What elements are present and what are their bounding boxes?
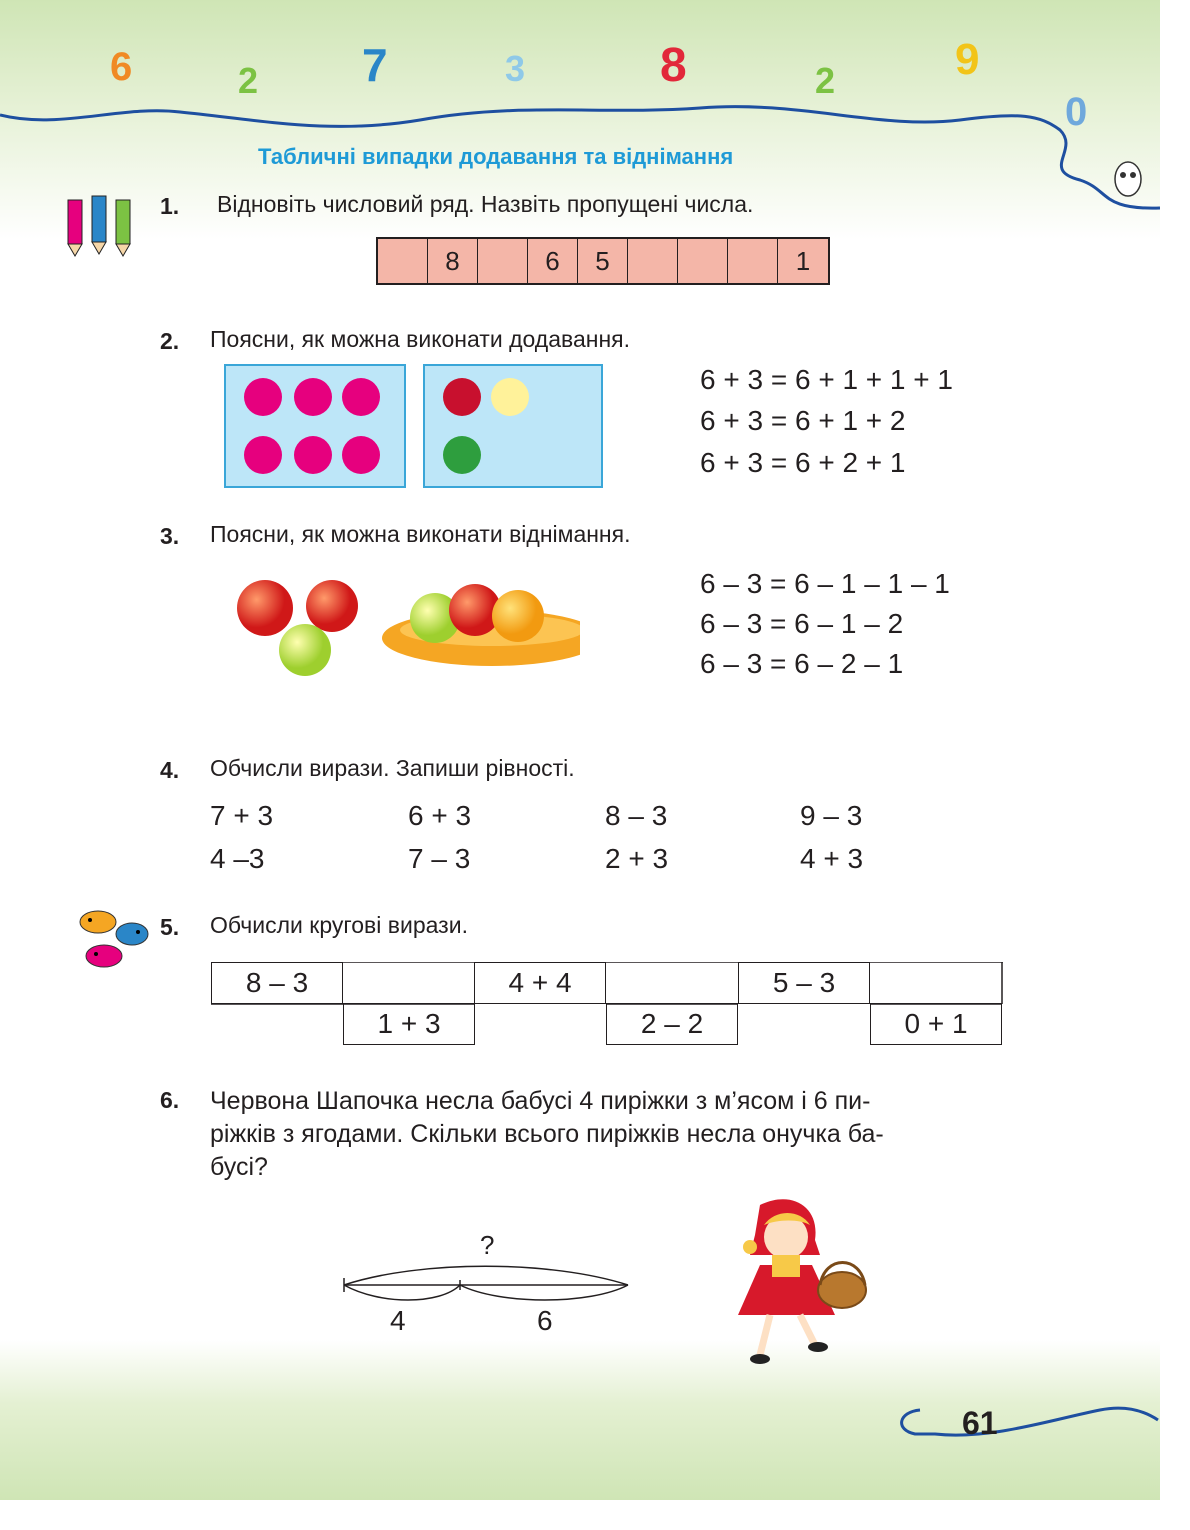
scheme-part-label: 6 [537,1305,553,1336]
task-4-number: 4. [160,757,180,783]
expression: 6 + 3 [408,800,472,831]
circular-expression-box: 0 + 1 [870,1003,1002,1045]
circular-expression-box: 1 + 3 [343,1003,475,1045]
expression: 9 – 3 [800,800,863,831]
task-3-text: Поясни, як можна виконати віднімання. [210,521,631,547]
number-cell[interactable] [628,239,678,283]
scheme-part-label: 4 [390,1305,406,1336]
magenta-dot [244,378,282,416]
expression: 7 + 3 [210,800,274,831]
circular-chain-lines [211,962,1003,1046]
mascot-three-icon: 3 [505,48,526,89]
mascot-two-icon: 2 [238,60,259,101]
number-cell[interactable]: 1 [795,246,811,276]
yellow-dot [491,378,529,416]
expression: 7 – 3 [408,843,471,874]
number-cell[interactable] [728,239,778,283]
number-row [376,237,830,285]
addition-equation: 6 + 3 = 6 + 1 + 2 [700,405,906,436]
mascot-eight-icon: 8 [660,39,687,92]
problem-line: бусі? [210,1153,268,1181]
task-1-text: Відновіть числовий ряд. Назвіть пропущені числа. [217,191,754,217]
pencils-icon [62,190,140,260]
circular-expression-box: 8 – 3 [211,962,343,1004]
task-1-number: 1. [160,193,180,219]
fish-icon [74,904,154,974]
task-5-number: 5. [160,914,180,940]
mascot-two-icon-2: 2 [815,60,836,101]
magenta-dot [294,378,332,416]
subtraction-equation: 6 – 3 = 6 – 1 – 1 – 1 [700,568,950,599]
apples-illustration [230,568,580,683]
task-2-text: Поясни, як можна виконати додавання. [210,326,630,352]
mascot-nine-icon: 9 [955,35,980,84]
mascot-small-icon [1110,155,1146,201]
circular-expression-box: 5 – 3 [738,962,870,1004]
red-dot [443,378,481,416]
mascot-six-icon: 6 [110,45,133,89]
footer-wave [890,1400,1160,1460]
green-dot [443,436,481,474]
number-cell[interactable] [378,239,428,283]
word-problem [210,1085,1010,1184]
number-cell[interactable]: 6 [528,239,578,283]
apple-icon [492,590,544,642]
three-dots-box [423,364,603,488]
magenta-dot [294,436,332,474]
expression: 8 – 3 [605,800,668,831]
addition-equation: 6 + 3 = 6 + 1 + 1 + 1 [700,364,953,395]
scheme-total-label: ? [480,1230,495,1260]
magenta-dot [342,436,380,474]
number-cell[interactable]: 8 [428,239,478,283]
number-cell[interactable]: 5 [578,239,628,283]
addition-equation: 6 + 3 = 6 + 2 + 1 [700,447,906,478]
page-margin [1160,0,1190,1530]
expression: 4 + 3 [800,843,864,874]
task-4-text: Обчисли вирази. Запиши рівності. [210,755,575,781]
mascot-seven-icon: 7 [362,39,388,91]
problem-line: Червона Шапочка несла бабусі 4 пиріжки з м’ясом і 6 пи- [210,1087,871,1115]
header-wave [0,20,1160,220]
problem-line: ріжків з ягодами. Скільки всього пиріжків несла онучка ба- [210,1120,884,1148]
expression: 4 –3 [210,843,265,874]
task-5-text: Обчисли кругові вирази. [210,912,468,938]
page-number: 61 [962,1405,998,1441]
apple-icon [237,580,293,636]
task-6-number: 6. [160,1087,180,1113]
apple-icon [306,580,358,632]
magenta-dot [342,378,380,416]
red-riding-hood-illustration [720,1195,880,1370]
expression: 2 + 3 [605,843,669,874]
subtraction-equation: 6 – 3 = 6 – 1 – 2 [700,608,904,639]
number-cell[interactable] [478,239,528,283]
apple-icon [279,624,331,676]
six-dots-box [224,364,406,488]
task-2-number: 2. [160,328,180,354]
circular-expression-box: 2 – 2 [606,1003,738,1045]
task-3-number: 3. [160,523,180,549]
subtraction-equation: 6 – 3 = 6 – 2 – 1 [700,648,904,679]
magenta-dot [244,436,282,474]
page-title: Табличні випадки додавання та віднімання [258,144,734,169]
circular-expression-box: 4 + 4 [474,962,606,1004]
number-cell[interactable] [678,239,728,283]
mascot-zero-icon: 0 [1065,90,1088,134]
